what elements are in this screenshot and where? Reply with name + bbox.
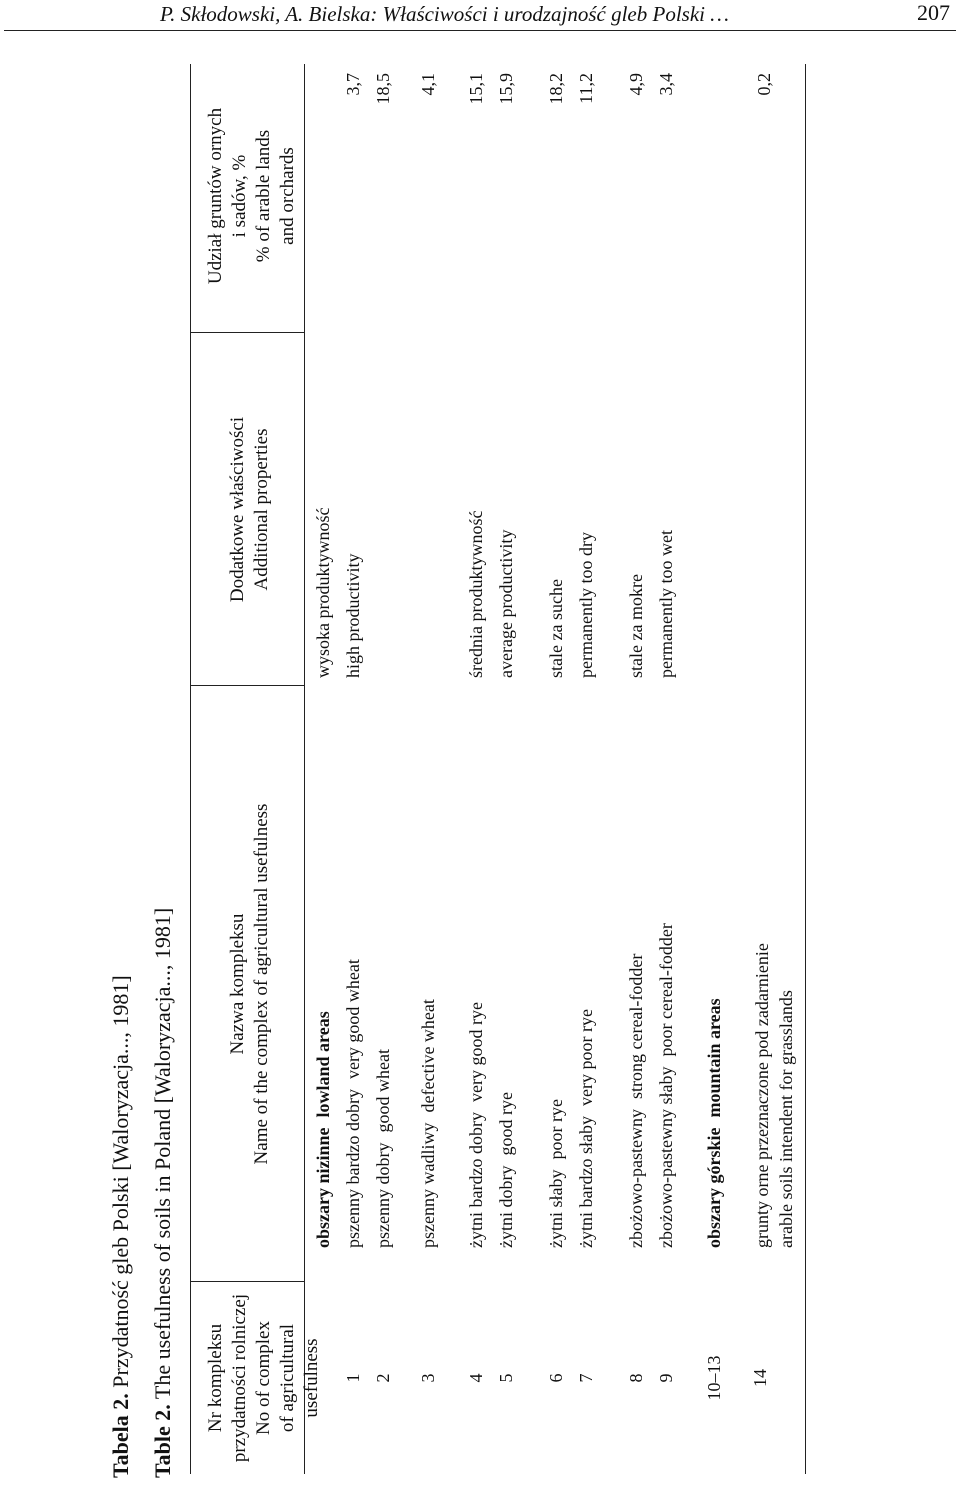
row-share: 18,5 [373,73,393,105]
row-name-en: good wheat [373,1049,393,1133]
row-number: 1 [343,1373,363,1383]
header-complex-name [226,688,274,1280]
header-text: Nr kompleksu [205,1323,226,1433]
header-text: Name of the complex of agricultural usefulness [251,803,272,1165]
header-text: % of arable lands [253,129,274,263]
header-complex-number [204,1284,324,1472]
header-text: Nazwa kompleksu [227,913,248,1055]
row-name-pl: obszary górskie [704,1127,724,1248]
table-top-rule [190,64,191,1474]
header-rule [4,30,956,31]
row-name-en: very good wheat [343,959,363,1080]
row-share: 11,2 [576,73,596,104]
row-share: 15,1 [466,73,486,105]
row-number: 2 [373,1373,393,1383]
caption-polish-text: Przydatność gleb Polski [Waloryzacja..., 1981] [108,975,133,1388]
row-property: stale za suche [546,579,566,678]
row-name-en: arable soils intendent for grasslands [776,990,796,1248]
header-divider-3 [190,332,304,333]
row-name-pl: żytni bardzo dobry [466,1112,486,1248]
row-name [704,998,725,1248]
row-property: stale za mokre [626,574,646,678]
row-number: 3 [418,1373,438,1383]
row-name-en: very poor rye [576,1009,596,1107]
row-name [656,923,677,1248]
row-name-en: strong cereal-fodder [626,953,646,1100]
row-property: permanently too wet [656,530,676,678]
row-number: 4 [466,1373,486,1383]
row-name-en: defective wheat [418,999,438,1113]
row-name [466,1002,487,1248]
caption-english-text: The usefulness of soils in Poland [Waloryzacja..., 1981] [150,907,175,1400]
row-share: 15,9 [496,73,516,105]
running-head-authors: P. Skłodowski, A. Bielska: Właściwości i urodzajność gleb Polski … [160,2,729,26]
row-name-en: lowland areas [313,1011,333,1118]
row-share: 3,4 [656,73,676,96]
row-name-en: poor cereal-fodder [656,923,676,1057]
row-number: 5 [496,1373,516,1383]
row-name-pl: pszenny wadliwy [418,1122,438,1248]
row-number: 14 [750,1369,770,1387]
caption-english [150,908,176,1478]
row-share: 3,7 [343,73,363,96]
page-number: 207 [917,0,950,25]
row-name-pl: obszary nizinne [313,1127,333,1248]
row-name [546,1099,567,1248]
row-property: average productivity [496,529,516,678]
row-name-en: very good rye [466,1002,486,1103]
row-number: 10–13 [704,1355,724,1401]
row-number: 8 [626,1373,646,1383]
row-number: 9 [656,1373,676,1383]
row-name-pl: zbożowo-pastewny słaby [656,1066,676,1248]
row-name [343,959,364,1248]
row-number: 7 [576,1373,596,1383]
header-text: i sadów, % [229,154,250,238]
row-name [750,943,798,1248]
header-divider-1 [190,1281,304,1282]
row-name [418,999,439,1248]
row-name-pl: pszenny bardzo dobry [343,1089,363,1248]
header-text: Dodatkowe właściwości [227,416,248,603]
running-head [0,0,960,34]
row-name-pl: żytni bardzo słaby [576,1116,596,1248]
row-name [313,1011,334,1248]
table-bottom-rule [805,64,806,1474]
row-number: 6 [546,1373,566,1383]
row-name [496,1092,517,1248]
header-text: Additional properties [251,428,272,591]
row-name-pl: grunty orne przeznaczone pod zadarnienie [752,943,772,1248]
row-property: permanently too dry [576,532,596,678]
row-share: 4,9 [626,73,646,96]
row-name-pl: zbożowo-pastewny [626,1109,646,1248]
header-arable-share [204,61,300,331]
caption-polish [108,975,134,1478]
row-name-pl: żytni słaby [546,1169,566,1248]
row-name [626,954,647,1248]
header-text: and orchards [277,147,298,245]
caption-english-label: Table 2. [150,1404,175,1478]
row-share: 0,2 [754,73,774,96]
header-text: Udział gruntów ornych [205,107,226,285]
row-name [576,1009,597,1248]
row-name-pl: pszenny dobry [373,1142,393,1248]
row-name-en: poor rye [546,1099,566,1160]
row-share: 4,1 [418,73,438,96]
row-name-en: good rye [496,1092,516,1156]
header-text: przydatności rolniczej [229,1293,250,1463]
table-header-rule [304,64,305,1474]
header-additional-properties [226,335,274,684]
rotated-table-block [100,58,850,1478]
header-text: No of complex [253,1321,274,1435]
row-property: średnia produktywność [466,510,486,678]
header-text: of agricultural usefulness [277,1323,322,1433]
row-share: 18,2 [546,73,566,105]
caption-polish-label: Tabela 2. [108,1393,133,1478]
row-name-en: mountain areas [704,998,724,1118]
row-name [373,1049,394,1248]
row-property: wysoka produktywność [313,507,333,678]
header-divider-2 [190,685,304,686]
row-name-pl: żytni dobry [496,1165,516,1248]
row-property: high productivity [343,553,363,678]
